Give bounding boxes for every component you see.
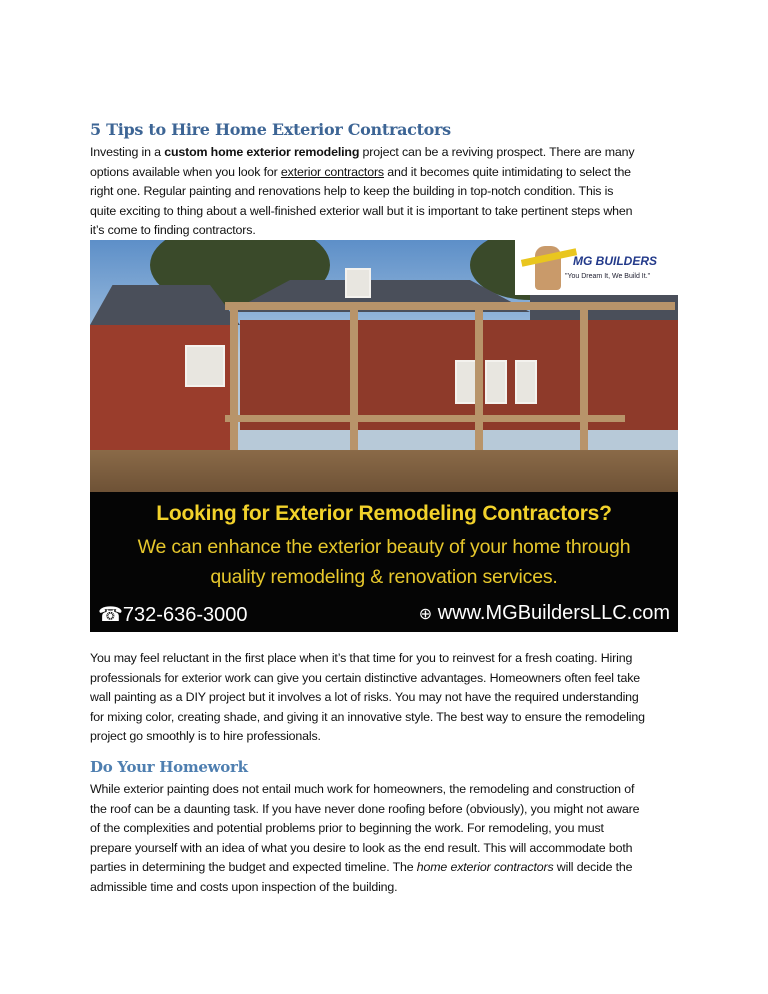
phone-text: 732-636-3000 — [122, 604, 248, 626]
text-line: While exterior painting does not entail much work for homeowners, the remodeling and construction of — [90, 782, 635, 796]
text-line: professionals for exterior work can give you certain distinctive advantages. Homeowners often feel take — [90, 670, 640, 685]
text-line: wall painting as a DIY project but it involves a lot of risks. You may not have the required understanding — [90, 690, 639, 705]
text: and it becomes quite intimidating to select the — [383, 164, 631, 179]
exterior-contractors-link[interactable]: exterior contractors — [280, 164, 384, 179]
text-line: You may feel reluctant in the first place when it’s that time for you to reinvest for a fresh coating. Hiring — [90, 651, 633, 665]
banner-headline: Looking for Exterior Remodeling Contractors? — [156, 502, 612, 525]
house-photo — [90, 240, 678, 492]
logo-tagline: "You Dream It, We Build It." — [565, 273, 651, 280]
text: project can be a reviving prospect. There are many — [359, 145, 635, 159]
text-line: admissible time and costs upon inspection of the building. — [90, 879, 398, 894]
website-text: www.MGBuildersLLC.com — [437, 602, 670, 624]
text-line: of the complexities and potential problems prior to beginning the work. For remodeling, you must — [90, 821, 604, 836]
text-line: project go smoothly is to hire professionals. — [90, 729, 321, 744]
banner-text: quality remodeling & renovation services. — [210, 566, 558, 588]
intro-paragraph — [90, 143, 690, 241]
globe-icon: ⊕ — [418, 606, 433, 623]
text-line: for mixing color, creating shade, and giving it an innovative style. The best way to ensure the remodeling — [90, 709, 645, 724]
text: will decide the — [553, 860, 633, 875]
phone-number — [98, 602, 247, 627]
page-title: 5 Tips to Hire Home Exterior Contractors — [90, 120, 451, 139]
phone-icon: ☎ — [98, 604, 123, 626]
ad-banner — [90, 492, 678, 632]
bold-text: custom home exterior remodeling — [164, 145, 360, 159]
advertisement-image — [90, 240, 678, 632]
company-logo — [515, 240, 678, 295]
text-line: the roof can be a daunting task. If you have never done roofing before (obviously), you might not aware — [90, 801, 640, 816]
logo-name: MG BUILDERS — [573, 254, 657, 268]
text-line: quite exciting to thing about a well-finished exterior wall but it is important to take pertinent steps when — [90, 203, 633, 218]
text-line: prepare yourself with an idea of what you desire to look as the end result. This will accommodate both — [90, 840, 633, 855]
text: Investing in a — [90, 145, 165, 159]
text-line: it’s come to finding contractors. — [90, 223, 256, 238]
website — [419, 602, 670, 625]
paragraph-2 — [90, 649, 690, 747]
text: parties in determining the budget and expected timeline. The — [90, 860, 417, 875]
text-line: right one. Regular painting and renovations help to keep the building in top-notch condition. This is — [90, 184, 614, 199]
paragraph-3 — [90, 780, 690, 898]
text: options available when you look for — [90, 164, 281, 179]
section-heading: Do Your Homework — [90, 758, 248, 776]
banner-text: We can enhance the exterior beauty of your home through — [137, 536, 631, 558]
italic-text: home exterior contractors — [416, 860, 554, 875]
